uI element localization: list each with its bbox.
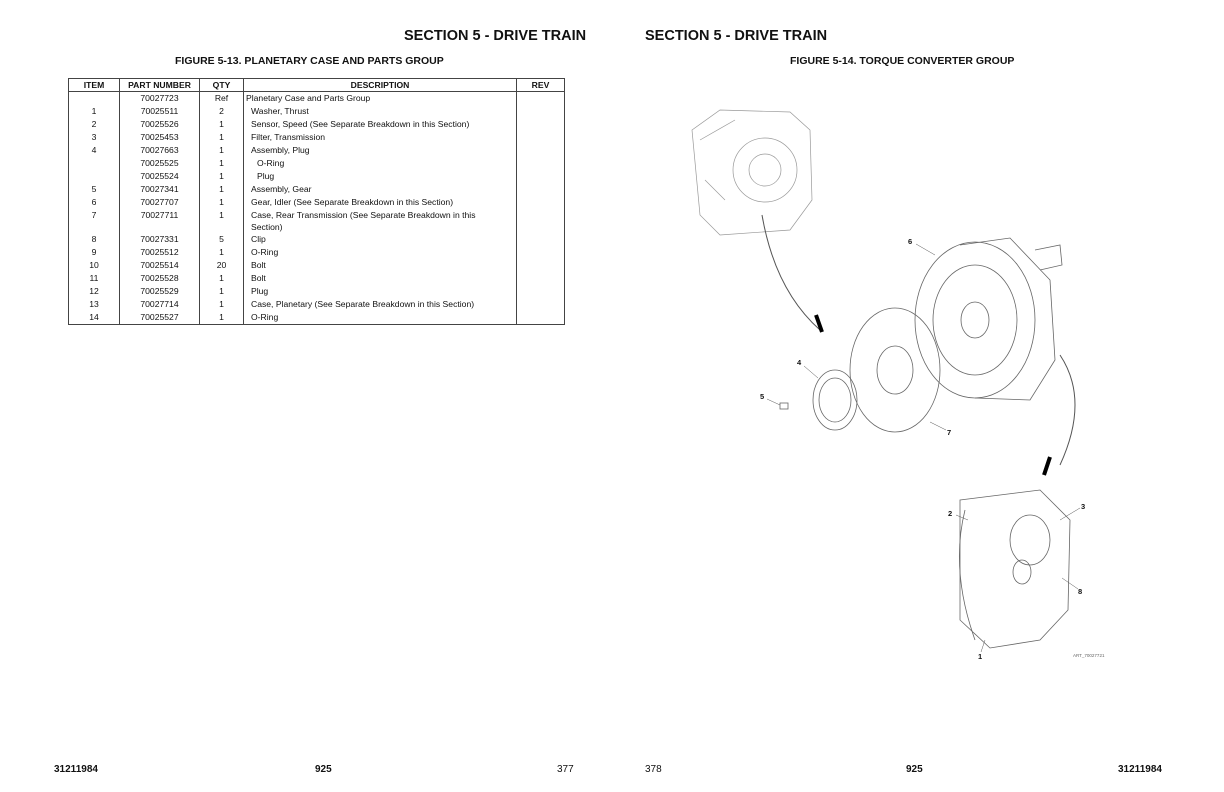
callout-5: 5 bbox=[760, 392, 765, 401]
cell-qty: 1 bbox=[200, 144, 244, 157]
cell-qty: 20 bbox=[200, 259, 244, 272]
cell-part-number: 70027341 bbox=[120, 183, 200, 196]
cell-qty: 1 bbox=[200, 170, 244, 183]
ring-gasket-drawing bbox=[813, 370, 857, 430]
cell-qty: 1 bbox=[200, 298, 244, 311]
footer-doc-number-left: 31211984 bbox=[54, 764, 98, 775]
arrow-1 bbox=[762, 215, 820, 330]
cell-qty: 5 bbox=[200, 233, 244, 246]
footer-page-left: 377 bbox=[557, 764, 574, 775]
cell-part-number: 70027714 bbox=[120, 298, 200, 311]
col-header-qty: QTY bbox=[200, 79, 244, 92]
footer-model-left: 925 bbox=[315, 764, 332, 775]
cell-qty: 1 bbox=[200, 209, 244, 233]
cell-description: Case, Planetary (See Separate Breakdown in this Section) bbox=[244, 298, 517, 311]
cell-part-number: 70025524 bbox=[120, 170, 200, 183]
cell-part-number: 70027723 bbox=[120, 92, 200, 106]
cell-part-number: 70025511 bbox=[120, 105, 200, 118]
flex-plate-drawing bbox=[850, 308, 940, 432]
cell-qty: 1 bbox=[200, 183, 244, 196]
cell-description: Washer, Thrust bbox=[244, 105, 517, 118]
cell-description: Plug bbox=[244, 285, 517, 298]
cell-item: 4 bbox=[69, 144, 120, 157]
cell-qty: 1 bbox=[200, 131, 244, 144]
callout-6: 6 bbox=[908, 237, 913, 246]
cell-part-number: 70027711 bbox=[120, 209, 200, 233]
col-header-rev: REV bbox=[517, 79, 565, 92]
description-line: Section) bbox=[251, 222, 283, 232]
cell-item: 14 bbox=[69, 311, 120, 325]
cell-qty: 1 bbox=[200, 196, 244, 209]
cell-part-number: 70025453 bbox=[120, 131, 200, 144]
col-header-part-number: PART NUMBER bbox=[120, 79, 200, 92]
callout-8: 8 bbox=[1078, 587, 1083, 596]
callout-7: 7 bbox=[947, 428, 952, 437]
transmission-housing-drawing bbox=[692, 110, 812, 235]
cell-item: 6 bbox=[69, 196, 120, 209]
cell-qty: 1 bbox=[200, 272, 244, 285]
cell-description: Gear, Idler (See Separate Breakdown in this Section) bbox=[244, 196, 517, 209]
arrow-2 bbox=[1060, 355, 1075, 465]
cell-part-number: 70025529 bbox=[120, 285, 200, 298]
cell-qty: 1 bbox=[200, 311, 244, 325]
cell-part-number: 70027707 bbox=[120, 196, 200, 209]
cell-description: Planetary Case and Parts Group bbox=[244, 92, 517, 106]
planetary-case-drawing bbox=[959, 490, 1070, 648]
cell-part-number: 70027331 bbox=[120, 233, 200, 246]
arrowhead-2 bbox=[1044, 457, 1050, 475]
cell-description: O-Ring bbox=[244, 311, 517, 325]
cell-qty: 2 bbox=[200, 105, 244, 118]
cell-item: 12 bbox=[69, 285, 120, 298]
col-header-description: DESCRIPTION bbox=[244, 79, 517, 92]
cell-description: Assembly, Gear bbox=[244, 183, 517, 196]
cell-description: O-Ring bbox=[244, 157, 517, 170]
cell-item: 3 bbox=[69, 131, 120, 144]
cell-item: 13 bbox=[69, 298, 120, 311]
cell-part-number: 70025512 bbox=[120, 246, 200, 259]
callout-3: 3 bbox=[1081, 502, 1086, 511]
cell-part-number: 70025528 bbox=[120, 272, 200, 285]
cell-qty: 1 bbox=[200, 285, 244, 298]
cell-description: Sensor, Speed (See Separate Breakdown in this Section) bbox=[244, 118, 517, 131]
callout-leaders bbox=[767, 244, 1083, 652]
torque-converter-drawing bbox=[915, 238, 1062, 400]
callout-4: 4 bbox=[797, 358, 802, 367]
cell-description: Filter, Transmission bbox=[244, 131, 517, 144]
footer-page-right: 378 bbox=[645, 764, 662, 775]
footer-doc-number-right: 31211984 bbox=[1118, 764, 1162, 775]
col-header-item: ITEM bbox=[69, 79, 120, 92]
cell-description: Clip bbox=[244, 233, 517, 246]
cell-part-number: 70025525 bbox=[120, 157, 200, 170]
arrowhead-1 bbox=[816, 315, 822, 332]
cell-qty: 1 bbox=[200, 246, 244, 259]
cell-item: 10 bbox=[69, 259, 120, 272]
cell-item: 2 bbox=[69, 118, 120, 131]
cell-description: Bolt bbox=[244, 272, 517, 285]
cell-qty: 1 bbox=[200, 118, 244, 131]
cell-item: 5 bbox=[69, 183, 120, 196]
cell-part-number: 70027663 bbox=[120, 144, 200, 157]
callout-1: 1 bbox=[978, 652, 983, 661]
footer-model-right: 925 bbox=[906, 764, 923, 775]
cell-description: Bolt bbox=[244, 259, 517, 272]
section-title-right: SECTION 5 - DRIVE TRAIN bbox=[645, 28, 828, 44]
figure-title-right: FIGURE 5-14. TORQUE CONVERTER GROUP bbox=[790, 55, 1015, 67]
cell-item: 9 bbox=[69, 246, 120, 259]
cell-part-number: 70025526 bbox=[120, 118, 200, 131]
cell-description: Plug bbox=[244, 170, 517, 183]
description-line: Case, Rear Transmission (See Separate Breakdown in this bbox=[251, 210, 476, 220]
cell-qty: 1 bbox=[200, 157, 244, 170]
cell-qty: Ref bbox=[200, 92, 244, 106]
figure-title-left: FIGURE 5-13. PLANETARY CASE AND PARTS GROUP bbox=[175, 55, 444, 67]
cell-part-number: 70025514 bbox=[120, 259, 200, 272]
cell-item: 8 bbox=[69, 233, 120, 246]
cell-description: Assembly, Plug bbox=[244, 144, 517, 157]
cell-part-number: 70025527 bbox=[120, 311, 200, 325]
cell-item: 7 bbox=[69, 209, 120, 233]
bolt-drawing bbox=[780, 403, 788, 409]
cell-item: 1 bbox=[69, 105, 120, 118]
callout-2: 2 bbox=[948, 509, 953, 518]
cell-item: 11 bbox=[69, 272, 120, 285]
art-id: ART_70027721 bbox=[1073, 653, 1105, 658]
cell-description: O-Ring bbox=[244, 246, 517, 259]
section-title-left: SECTION 5 - DRIVE TRAIN bbox=[404, 28, 587, 44]
